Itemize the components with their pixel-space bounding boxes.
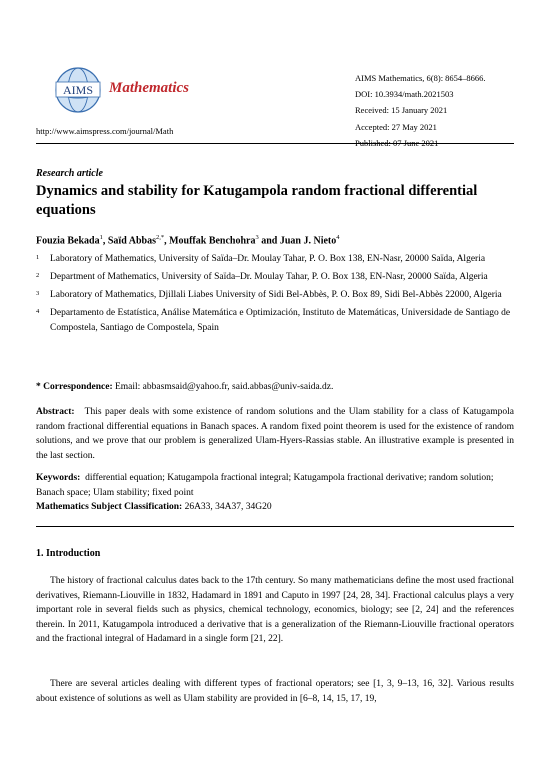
affiliation-text: Department of Mathematics, University of Saïda–Dr. Moulay Tahar, P. O. Box 138, EN-Nasr, 20000 Saïda, Algeria: [50, 272, 488, 282]
abstract: [36, 405, 514, 463]
published-date: Published: 07 June 2021: [355, 137, 439, 148]
abstract-label: Abstract:: [36, 407, 75, 417]
section-heading: 1. Introduction: [36, 548, 101, 559]
publication-meta: [355, 70, 486, 151]
author-sup: 2,*: [155, 234, 165, 241]
msc-text: 26A33, 34A37, 34G20: [184, 502, 272, 512]
accepted-date: Accepted: 27 May 2021: [355, 121, 437, 132]
journal-url[interactable]: http://www.aimspress.com/journal/Math: [36, 126, 174, 136]
affiliation: [36, 270, 514, 285]
affiliation: [36, 252, 514, 267]
affiliation: [36, 288, 514, 303]
author-sup: 1: [99, 234, 103, 241]
author-sup: 4: [336, 234, 340, 241]
author-name: Juan J. Nieto: [279, 235, 337, 247]
correspondence-email[interactable]: Email: abbasmsaid@yahoo.fr, said.abbas@univ-saida.dz.: [114, 382, 334, 392]
abstract-text: This paper deals with some existence of random solutions and the Ulam stability for a class of Katugampola random fractional differential equations in Banach spaces. A random fixed point theorem is used for the existence of random solutions, and we prove that our problem is generalized Ulam-Hyers-Rassias stable. An illustrative example is presented in the last section.: [36, 407, 514, 461]
affiliation-number: 2: [36, 272, 40, 279]
author-list: Fouzia Bekada$^1$, Saïd Abbas$^{2,*}$, Mouffak Benchohra$^3$ and Juan J. Nieto$^4$: [36, 234, 340, 247]
abstract-divider: [36, 526, 514, 527]
intro-paragraph-2: There are several articles dealing with different types of fractional operators; see [1, 3, 9–13, 16, 32]. Various results about existence of solutions as well as Ulam stability are provided in [6–8, 14, 15, 17, 19,: [36, 679, 514, 704]
header-divider: [36, 143, 514, 144]
author-name: Mouffak Benchohra: [169, 235, 256, 247]
affiliation-number: 1: [36, 254, 40, 261]
keywords: [36, 471, 514, 500]
article-type: Research article: [36, 168, 103, 179]
author-name: Fouzia Bekada: [36, 235, 100, 247]
aims-logo: [52, 64, 104, 116]
affiliation-text: Departamento de Estatística, Análise Matemática e Optimización, Instituto de Matemáticas, Universidade de Santiago de Compostela, Santiago de Compostela, Spain: [50, 308, 511, 333]
citation: AIMS Mathematics, 6(8): 8654–8666.: [355, 73, 486, 83]
affiliation-number: 3: [36, 290, 40, 297]
affiliation-list: [36, 252, 514, 339]
logo-text: AIMS: [62, 83, 94, 97]
title-line-1: Dynamics and stability for Katugampola random fractional differential: [36, 183, 478, 199]
intro-paragraph-1: The history of fractional calculus dates back to the 17th century. So many mathematicians define the most used fractional derivatives, Riemann-Liouville in 1832, Hadamard in 1891 and Caputo in 1997 [24, 28, 34]. Fractional calculus plays a very important role in several fields such as physics, chemical technology, economics, biology; see [2, 24] and the references therein. In 2011, Katugampola introduced a derivative that is a generalization of the Riemann-Liouville fractional operators and the fractional integral of Hadamard in a single form [21, 22].: [36, 576, 514, 644]
msc-label: Mathematics Subject Classification:: [36, 502, 183, 512]
affiliation: [36, 306, 514, 335]
keywords-label: Keywords:: [36, 473, 81, 483]
keywords-text: differential equation; Katugampola fractional integral; Katugampola fractional derivative; random solution; Banach space; Ulam stability; fixed point: [36, 473, 494, 498]
title-line-2: equations: [36, 202, 96, 218]
journal-name: Mathematics: [109, 80, 190, 96]
correspondence-label: * Correspondence:: [36, 382, 113, 392]
msc: [36, 500, 514, 515]
author-name: Saïd Abbas: [107, 235, 156, 247]
affiliation-text: Laboratory of Mathematics, Djillali Liabes University of Sidi Bel-Abbès, P. O. Box 89, Sidi Bel-Abbès 22000, Algeria: [50, 290, 502, 300]
correspondence: [36, 382, 333, 392]
author-sup: 3: [255, 234, 259, 241]
article-title: [36, 182, 514, 220]
affiliation-number: 4: [36, 308, 40, 315]
received-date: Received: 15 January 2021: [355, 105, 448, 116]
affiliation-text: Laboratory of Mathematics, University of Saïda–Dr. Moulay Tahar, P. O. Box 138, EN-Nasr, 20000 Saïda, Algeria: [50, 254, 486, 264]
doi[interactable]: DOI: 10.3934/math.2021503: [355, 89, 454, 100]
